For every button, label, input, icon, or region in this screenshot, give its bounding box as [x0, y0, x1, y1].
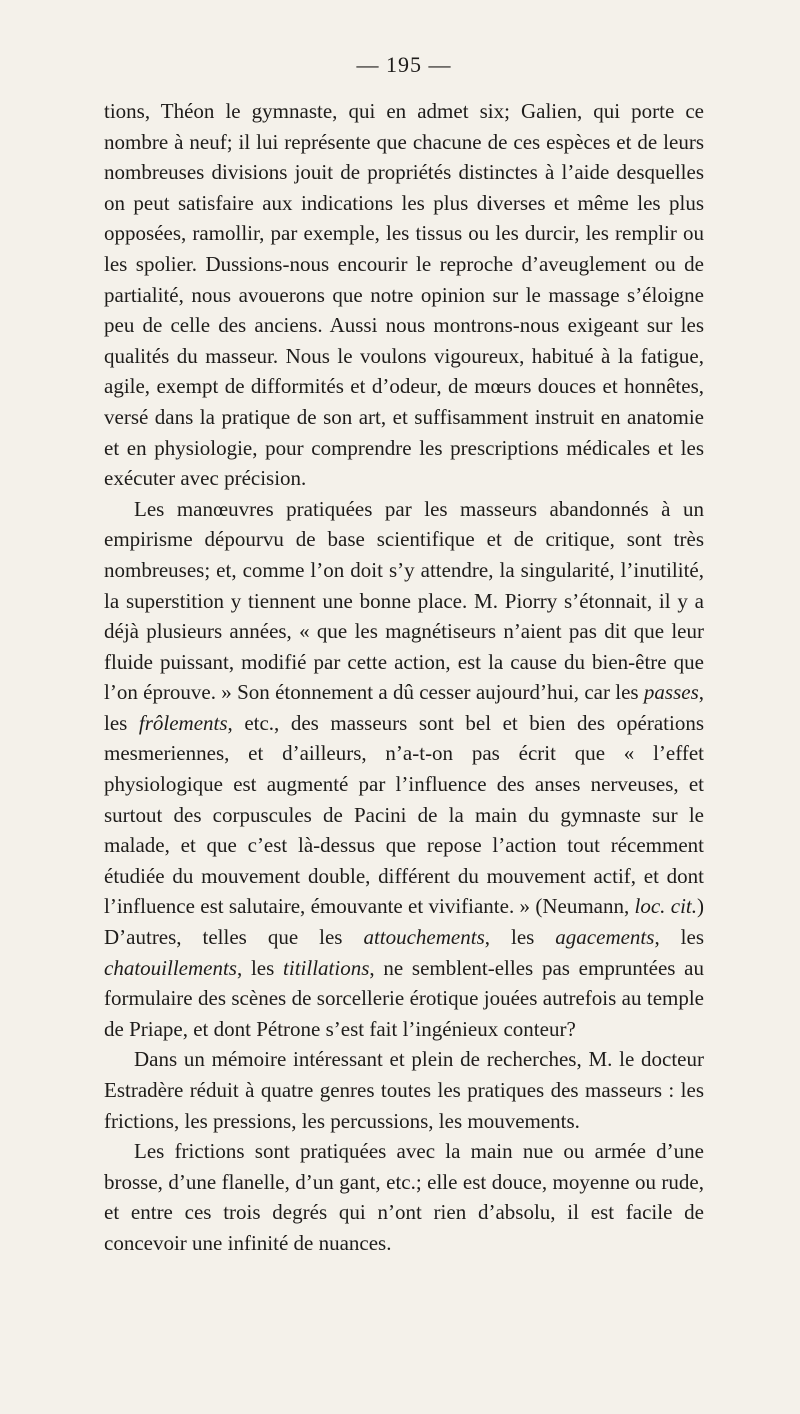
italic-term: attouchements	[363, 925, 485, 950]
book-page	[104, 52, 704, 1259]
text-segment: Les manœuvres pratiquées par les masseurs abandonnés à un empirisme dépourvu de base scientifique et de critique, sont très nombreuses; et, comme l’on doit s’y attendre, la singularité, l’inutilité, la superstition y tiennent une bonne place. M. Piorry s’étonnait, il y a déjà plusieurs années, « que les magnétiseurs n’aient pas dit que leur fluide puissant, modifié par cette action, est la cause du bien-être que l’on éprouve. » Son étonnement a dû cesser aujourd’hui, car les	[104, 496, 704, 705]
italic-term: frôlements	[138, 710, 228, 735]
italic-term: loc. cit.	[634, 894, 697, 919]
text-segment: , les	[484, 925, 556, 950]
text-segment: Les frictions sont pratiquées avec la main nue ou armée d’une brosse, d’une flanelle, d’un gant, etc.; elle est douce, moyenne ou rude, et entre ces trois degrés qui n’ont rien d’absolu, il est facile de concevoir une infinité de nuances.	[104, 1139, 704, 1255]
italic-term: titillations	[283, 955, 370, 980]
italic-term: passes	[643, 680, 699, 705]
paragraph-2	[104, 494, 704, 1045]
text-segment: ) D’autres, telles que les	[104, 894, 704, 950]
italic-term: chatouillements	[104, 955, 237, 980]
paragraph-4	[104, 1136, 704, 1258]
text-segment: tions, Théon le gymnaste, qui en admet six; Galien, qui porte ce nombre à neuf; il lui représente que chacune de ces espèces et de leurs nombreuses divisions jouit de propriétés distinctes à l’aide desquelles on peut satisfaire aux indications les plus diverses et même les plus opposées, ramollir, par exemple, les tissus ou les durcir, les remplir ou les spolier. Dussions-nous encourir le reproche d’aveuglement ou de partialité, nous avouerons que notre opinion sur le massage s’éloigne peu de celle des anciens. Aussi nous montrons-nous exigeant sur les qualités du masseur. Nous le voulons vigoureux, habitué à la fatigue, agile, exempt de difformités et d’odeur, de mœurs douces et honnêtes, versé dans la pratique de son art, et suffisamment instruit en anatomie et en physiologie, pour comprendre les prescriptions médicales et les exécuter avec précision.	[104, 99, 704, 491]
text-segment: , ne semblent-elles pas empruntées au formulaire des scènes de sorcellerie érotique jouées autrefois au temple de Priape, et dont Pétrone s’est fait l’ingénieux conteur?	[104, 955, 705, 1041]
text-segment: , les	[654, 925, 704, 950]
text-segment: Dans un mémoire intéressant et plein de recherches, M. le docteur Estradère réduit à quatre genres toutes les pratiques des masseurs : les frictions, les pressions, les percussions, les mouvements.	[104, 1047, 704, 1133]
body-text	[104, 96, 704, 1259]
italic-term: agacements	[555, 925, 655, 950]
text-segment: , etc., des masseurs sont bel et bien des opérations mesmeriennes, et d’ailleurs, n’a-t-on pas écrit que « l’effet physiologique est augmenté par l’influence des anses nerveuses, et surtout des corpuscules de Pacini de la main du gymnaste sur le malade, et que c’est là-dessus que repose l’action tout récemment étudiée du mouvement double, différent du mouvement actif, et dont l’influence est salutaire, émouvante et vivifiante. » (Neumann,	[104, 710, 705, 919]
paragraph-1	[104, 96, 704, 494]
paragraph-3	[104, 1044, 704, 1136]
text-segment: , les	[104, 680, 704, 735]
text-segment: , les	[236, 955, 284, 980]
page-number: — 195 —	[356, 52, 452, 77]
